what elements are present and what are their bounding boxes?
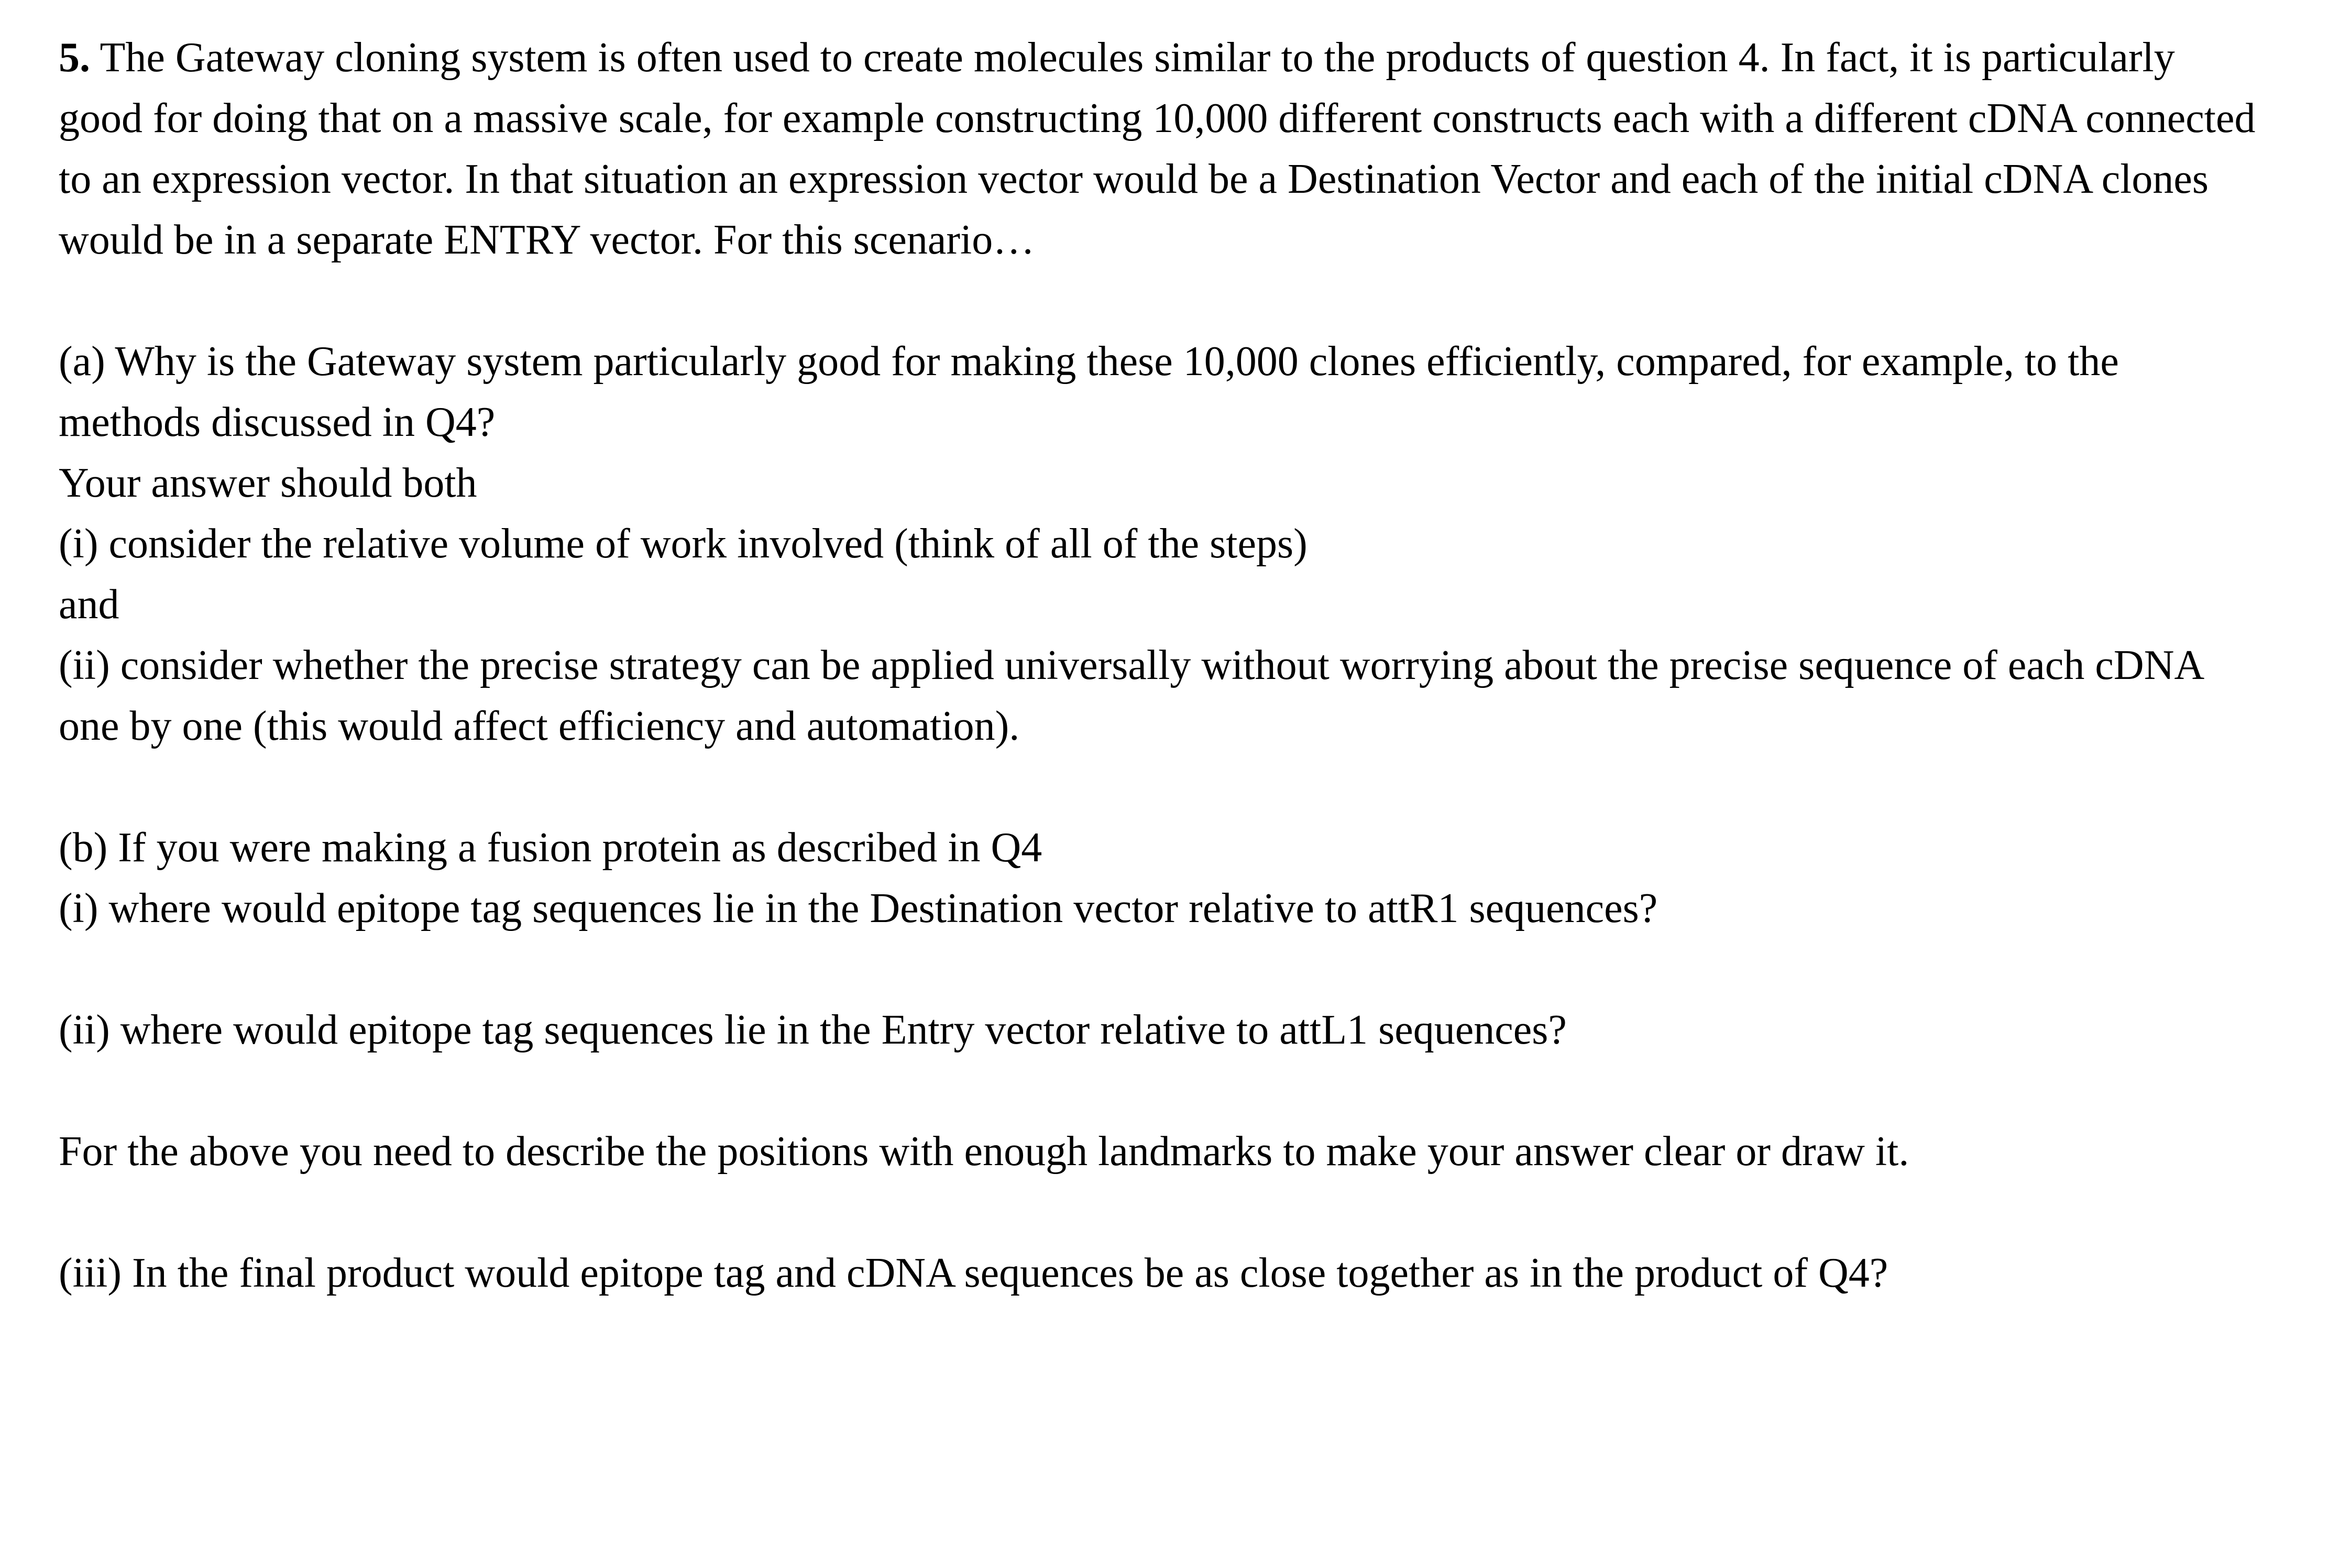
part-a-item-i: (i) consider the relative volume of work involved (think of all of the steps): [59, 521, 1308, 567]
part-a-instruction: Your answer should both: [59, 460, 477, 506]
question-number: 5.: [59, 35, 90, 81]
part-b-item-ii: (ii) where would epitope tag sequences lie in the Entry vector relative to attL1 sequences?: [59, 1007, 1567, 1053]
answer-guidance: For the above you need to describe the positions with enough landmarks to make your answer clear or draw it.: [59, 1128, 1909, 1175]
question-5-intro-text: The Gateway cloning system is often used to create molecules similar to the products of question 4. In fact, it is particularly good for doing that on a massive scale, for example constructing 10,000 different constructs each with a different cDNA connected to an expression vector. In that situation an expression vector would be a Destination Vector and each of the initial cDNA clones would be in a separate ENTRY vector. For this scenario…: [59, 35, 2256, 263]
part-a-prompt: (a) Why is the Gateway system particularly good for making these 10,000 clones efficiently, compared, for example, to the methods discussed in Q4?: [59, 338, 2119, 445]
part-b-item-i: (i) where would epitope tag sequences lie in the Destination vector relative to attR1 sequences?: [59, 885, 1658, 931]
part-b-prompt: (b) If you were making a fusion protein as described in Q4: [59, 825, 1042, 871]
part-b-item-iii: (iii) In the final product would epitope tag and cDNA sequences be as close together as in the product of Q4?: [59, 1250, 1888, 1296]
part-a-item-ii: (ii) consider whether the precise strategy can be applied universally without worrying about the precise sequence of each cDNA one by one (this would affect efficiency and automation).: [59, 642, 2202, 749]
part-a-connector-and: and: [59, 582, 119, 628]
question-5-intro: [59, 27, 2267, 270]
